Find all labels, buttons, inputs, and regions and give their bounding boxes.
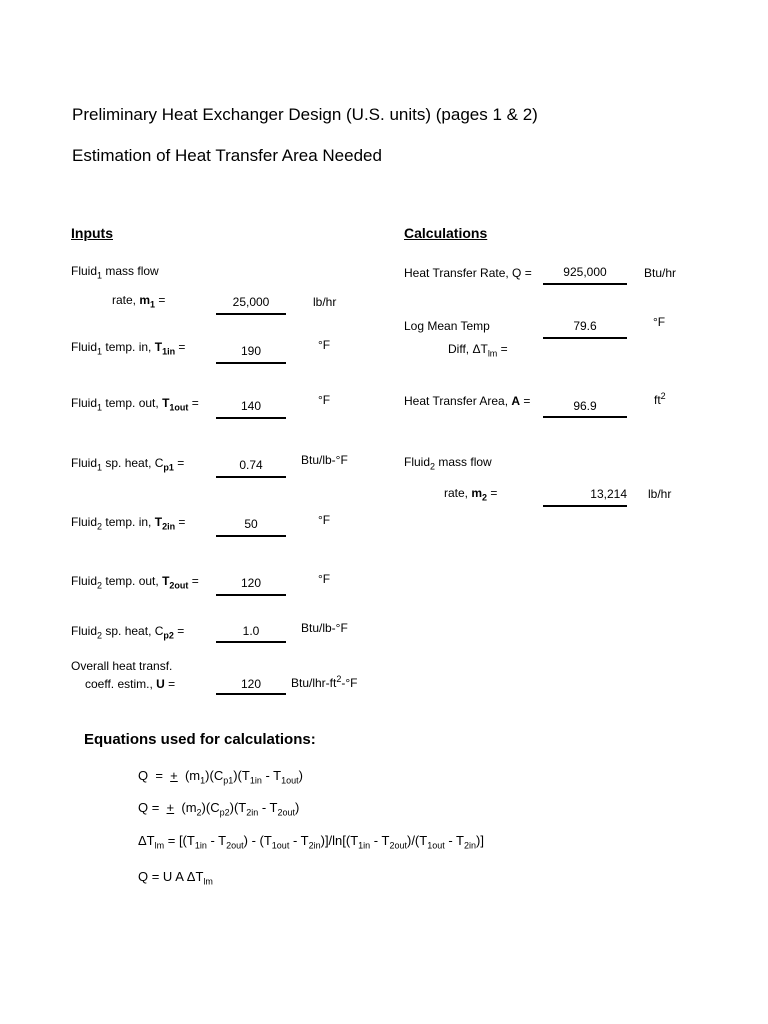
page-title: Preliminary Heat Exchanger Design (U.S. units) (pages 1 & 2) bbox=[72, 105, 538, 124]
lmtd-label-line1: Log Mean Temp bbox=[404, 319, 490, 333]
t1in-underline bbox=[216, 362, 286, 364]
t1in-label: Fluid$_1$ temp. in, $T_{1in}$ = bbox=[71, 340, 186, 357]
m2-underline bbox=[543, 505, 627, 507]
cp1-unit: Btu/lb-°F bbox=[301, 453, 348, 467]
t2in-value[interactable]: 50 bbox=[244, 517, 258, 531]
m1-value[interactable]: 25,000 bbox=[232, 295, 270, 309]
lmtd-underline bbox=[543, 337, 627, 339]
u-label-line2: coeff. estim., U = bbox=[85, 677, 176, 691]
m1-label-line1: Fluid$_1$ mass flow bbox=[71, 264, 159, 281]
m2-label-line1: Fluid$_2$ mass flow bbox=[404, 455, 492, 472]
q-unit: Btu/hr bbox=[644, 266, 677, 280]
t1out-unit: °F bbox=[318, 393, 331, 407]
area-value: 96.9 bbox=[573, 399, 597, 413]
t2in-underline bbox=[216, 535, 286, 537]
t2in-unit: °F bbox=[318, 513, 331, 527]
u-value[interactable]: 120 bbox=[240, 677, 262, 691]
lmtd-unit: °F bbox=[653, 315, 666, 329]
area-unit: $ft^2$ bbox=[654, 391, 666, 407]
cp2-underline bbox=[216, 641, 286, 643]
cp1-value[interactable]: 0.74 bbox=[239, 458, 263, 472]
t1out-underline bbox=[216, 417, 286, 419]
t2out-value[interactable]: 120 bbox=[240, 576, 262, 590]
m2-value: 13,214 bbox=[590, 487, 627, 501]
u-unit: Btu/$lhr-ft^2-^\circ F$ bbox=[291, 674, 358, 690]
lmtd-label-line2: Diff, $\Delta T_{lm}$ = bbox=[448, 342, 508, 359]
area-label: Heat Transfer Area, A = bbox=[404, 394, 531, 408]
equations-heading: Equations used for calculations: bbox=[84, 731, 316, 748]
u-label-line1: Overall heat transf. bbox=[71, 659, 173, 673]
t2in-label: Fluid$_2$ temp. in, $T_{2in}$ = bbox=[71, 515, 186, 532]
equation-3: $\Delta T_{lm} = [(T_{1in} - T_{2out}) - (T_{1out} - T_{2in})]/\ln[(T_{1in} - T_{2out})/(T_{1out} - T_{2in})]$ bbox=[138, 833, 484, 851]
t1in-unit: °F bbox=[318, 338, 331, 352]
m1-unit: lb/hr bbox=[313, 295, 337, 309]
m1-underline bbox=[216, 313, 286, 315]
m1-label-line2: rate, $m_1$ = bbox=[112, 293, 166, 310]
t1out-label: Fluid$_1$ temp. out, $T_{1out}$ = bbox=[71, 396, 199, 413]
q-underline bbox=[543, 283, 627, 285]
calculations-heading: Calculations bbox=[404, 225, 488, 241]
equation-2: Q = + $(m_2)(C_{p2})(T_{2in} - T_{2out})$ bbox=[138, 800, 300, 818]
q-value: 925,000 bbox=[563, 265, 607, 279]
cp1-underline bbox=[216, 476, 286, 478]
q-label: Heat Transfer Rate, Q = bbox=[404, 266, 532, 280]
t2out-label: Fluid$_2$ temp. out, $T_{2out}$ = bbox=[71, 574, 199, 591]
lmtd-value: 79.6 bbox=[573, 319, 597, 333]
cp2-value[interactable]: 1.0 bbox=[242, 624, 260, 638]
t1out-value[interactable]: 140 bbox=[240, 399, 262, 413]
equation-1: Q = + $(m_1)(C_{p1})(T_{1in} - T_{1out})$ bbox=[138, 768, 303, 786]
m2-label-line2: rate, $m_2$ = bbox=[444, 486, 498, 503]
inputs-heading: Inputs bbox=[71, 225, 113, 241]
m2-unit: lb/hr bbox=[648, 487, 672, 501]
t2out-unit: °F bbox=[318, 572, 331, 586]
t1in-value[interactable]: 190 bbox=[240, 344, 262, 358]
cp1-label: Fluid$_1$ sp. heat, $C_{p1}$ = bbox=[71, 456, 185, 473]
cp2-label: Fluid$_2$ sp. heat, $C_{p2}$ = bbox=[71, 624, 185, 641]
equation-4: Q = U A $\Delta T_{lm}$ bbox=[138, 869, 213, 887]
page-subtitle: Estimation of Heat Transfer Area Needed bbox=[72, 146, 382, 165]
t2out-underline bbox=[216, 594, 286, 596]
u-underline bbox=[216, 693, 286, 695]
cp2-unit: Btu/lb-°F bbox=[301, 621, 348, 635]
area-underline bbox=[543, 416, 627, 418]
